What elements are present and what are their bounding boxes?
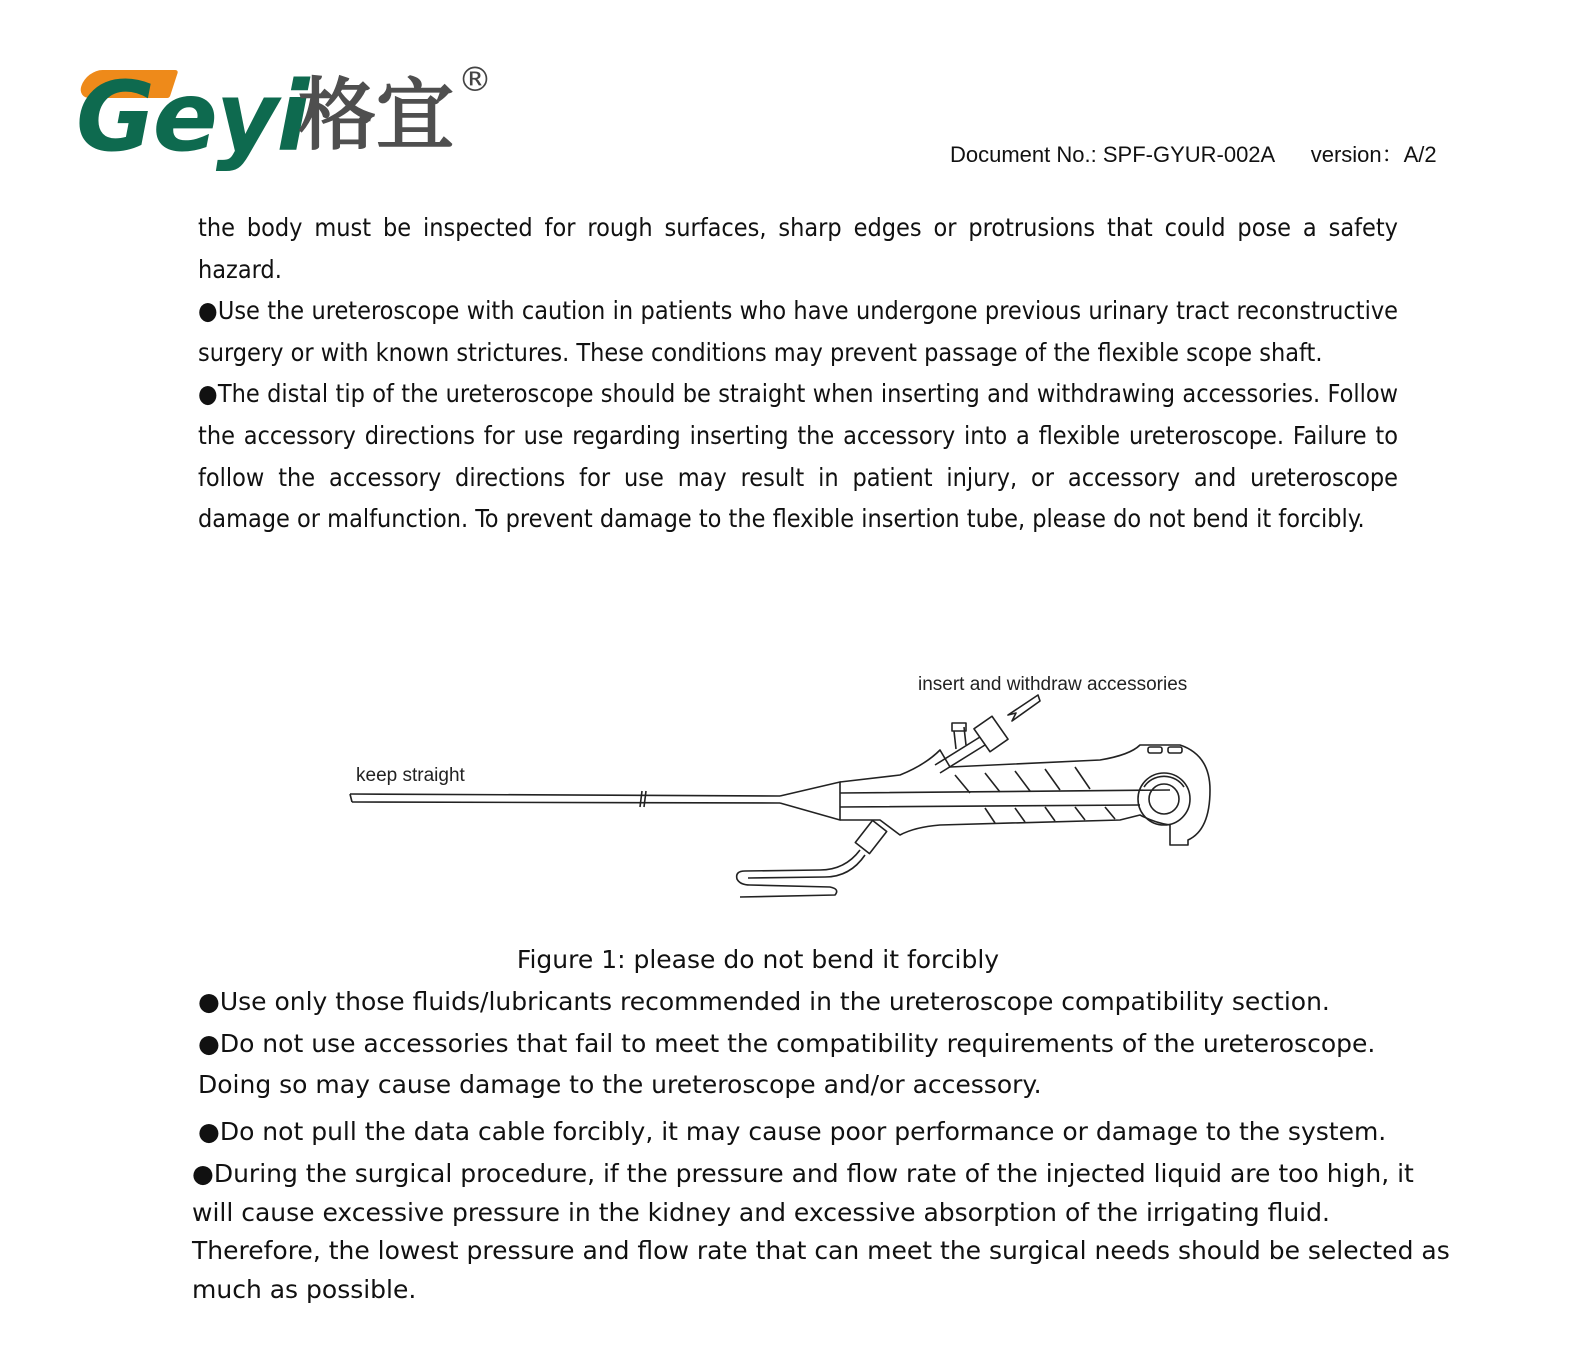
document-info: [950, 138, 1437, 169]
bullet-pressure-flow: ●During the surgical procedure, if the pressure and flow rate of the injected liquid are too high, it: [192, 1159, 1414, 1188]
ureteroscope-illustration-icon: [340, 665, 1240, 905]
bullet-accessory-compatibility: ●Do not use accessories that fail to meet the compatibility requirements of the ureteroscope.: [198, 1029, 1376, 1058]
document-number: Document No.: SPF-GYUR-002A: [950, 142, 1275, 167]
label-insert-withdraw: insert and withdraw accessories: [918, 674, 1188, 695]
warning-paragraphs-top: [198, 207, 1398, 540]
bullet-caution-strictures: ●Use the ureteroscope with caution in patients who have undergone previous urinary tract reconstructive surgery or with known strictures. These conditions may prevent passage of the flexible scope shaft.: [198, 296, 1398, 367]
figure-caption: Figure 1: please do not bend it forcibly: [516, 945, 1000, 974]
bullet-distal-tip-straight: ●The distal tip of the ureteroscope should be straight when inserting and withdrawing accessories. Follow the accessory directions for use regarding inserting the accessory into a flexible ureteroscope. Failure to follow the accessory directions for use may result in patient injury, or accessory and ureteroscope damage or malfunction. To prevent damage to the flexible insertion tube, please do not bend it forcibly.: [198, 379, 1398, 534]
ureteroscope-figure: [340, 665, 1240, 905]
bullet-pressure-flow-line4: much as possible.: [192, 1275, 417, 1304]
bullet-accessory-compatibility-cont: Doing so may cause damage to the ureteroscope and/or accessory.: [198, 1070, 1042, 1099]
bullet-pressure-flow-line2: will cause excessive pressure in the kidney and excessive absorption of the irrigating fluid.: [192, 1198, 1330, 1227]
logo-cjk-text: 格宜: [298, 71, 455, 161]
logo-latin-text: Geyi: [76, 61, 308, 173]
bullet-pressure-flow-line3: Therefore, the lowest pressure and flow rate that can meet the surgical needs should be selected as: [192, 1236, 1450, 1265]
bullet-data-cable: ●Do not pull the data cable forcibly, it may cause poor performance or damage to the system.: [198, 1117, 1387, 1146]
bullet-fluids-lubricants: ●Use only those fluids/lubricants recommended in the ureteroscope compatibility section.: [198, 987, 1330, 1016]
company-logo: [76, 62, 516, 172]
registered-mark-icon: ®: [458, 60, 492, 100]
document-version: version：A/2: [1310, 142, 1437, 167]
paragraph-continuation: the body must be inspected for rough surfaces, sharp edges or protrusions that could pose a safety hazard.: [198, 213, 1398, 284]
label-keep-straight: keep straight: [356, 765, 465, 786]
